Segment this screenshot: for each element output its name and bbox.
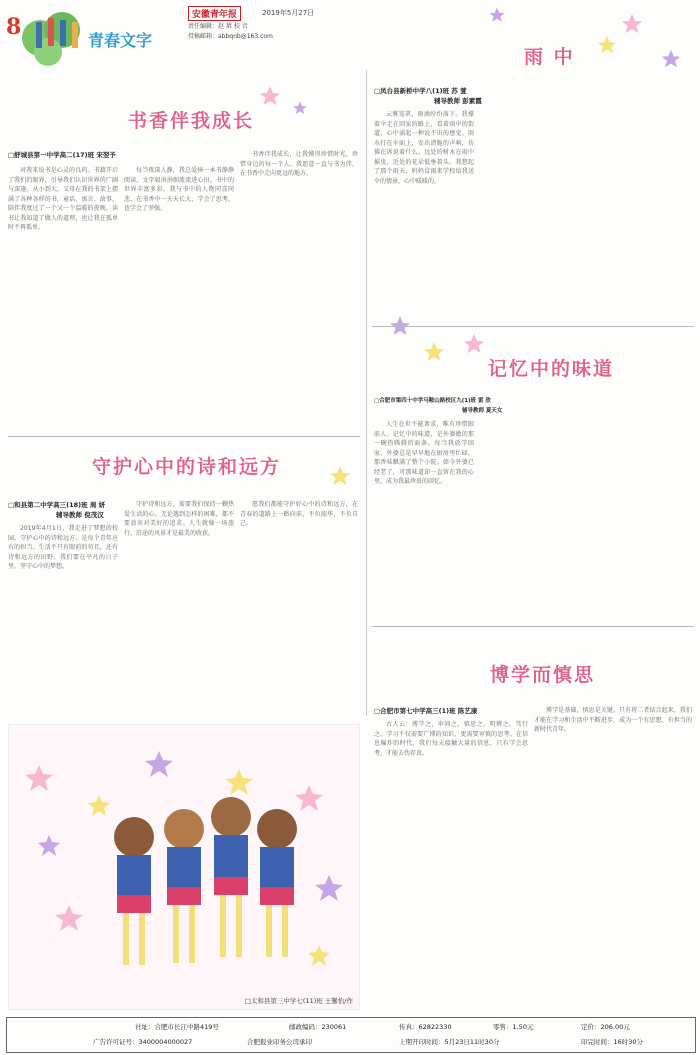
footer-print-end: 印完时间：16时30分 — [581, 1038, 644, 1046]
article-3-column-3 — [586, 396, 692, 620]
star-icon — [620, 12, 644, 36]
article-4-title: 守护心中的诗和远方 — [92, 456, 282, 478]
article-2-text: 云雾笼罩，雨滴纷纷落下。我撑着伞走在回家的路上，看着雨中的街道，心中涌起一种说不出的感觉。雨水打在伞面上，发出清脆的声响，仿佛在诉说着什么。远处的树木在雨中摇曳，近处的花朵低垂着头。我想起了那个雨天，妈妈冒雨来学校给我送伞的情景，心中暖暖的。 — [374, 111, 474, 185]
star-icon — [258, 84, 282, 108]
star-icon — [422, 340, 446, 364]
divider — [8, 436, 360, 437]
footer-fax: 传真：62822330 — [399, 1023, 452, 1031]
article-5-column-1 — [374, 720, 528, 1010]
article-5-title: 博学而慎思 — [490, 664, 596, 686]
column-divider — [366, 70, 367, 716]
article-4-text: 2019年4月1日，我走进了梦想的校园。守护心中的诗和远方，是每个青年应有的担当。生活不只有眼前的苟且，还有诗和远方的田野。我们要在平凡的日子里，坚守心中的梦想。 — [8, 525, 118, 570]
article-5-text: 博学是基础，慎思是关键。只有将二者结合起来，我们才能在学习和生活中不断进步，成为一个有思想、有担当的新时代青年。 — [534, 707, 692, 733]
section-name: 青春文字 — [88, 31, 153, 50]
star-icon — [328, 464, 352, 488]
article-4-text: 愿我们都能守护好心中的诗和远方，在青春的道路上一路向前，不负韶华，不负自己。 — [240, 501, 358, 527]
footer-info-bar — [6, 1017, 696, 1053]
article-1-text: 对我来说书是心灵的良药。书籍开启了我们的眼界，引导我们认识世界的广阔与深邃。从小到大，父母在我的书架上摆满了各种各样的书，童话、寓言、故事，陪伴我度过了一个又一个温暖的夜晚。读书让我知道了做人的道理，也让我在孤单时不再孤单。 — [8, 167, 118, 231]
issue-date: 2019年5月27日 — [262, 9, 315, 17]
star-icon — [462, 332, 486, 356]
article-3-text: 人生在世不能奢求，唯有珍惜眼前人。记忆中的味道，是外婆做的那一碗热腾腾的面条。每当我放学回家，外婆总是早早地在厨房里忙碌，那香味飘满了整个小院。如今外婆已经老了，可那味道却一直留在我的心里，成为我最珍贵的回忆。 — [374, 421, 474, 485]
article-3-column-2 — [480, 420, 580, 620]
article-1-column-3 — [240, 150, 358, 428]
masthead-meta — [188, 22, 273, 42]
article-5-text: 古人云：博学之，审问之，慎思之，明辨之，笃行之。学习不仅需要广博的知识，更需要审慎的思考。在信息爆炸的时代，我们每天接触大量的信息，只有学会思考，才能去伪存真。 — [374, 721, 528, 757]
footer-list-price: 定价：206.00元 — [581, 1023, 630, 1031]
footer-address: 社址：合肥市长江中路419号 — [135, 1023, 219, 1031]
divider — [372, 626, 694, 627]
article-5-byline: □合肥市第七中学高三(1)班 陈艺康 — [374, 707, 478, 715]
article-2-column-1 — [374, 110, 474, 320]
article-1-byline: □舒城县第一中学高二(17)班 宋翌予 — [8, 151, 116, 159]
article-3-column-1 — [374, 420, 474, 620]
article-3-advisor: 辅导教师 夏天女 — [462, 408, 503, 414]
star-icon — [488, 6, 506, 24]
article-4-byline: □和县第二中学高三(18)班 周 妍 — [8, 501, 106, 509]
article-1-text: 书香伴我成长，让我懂得珍惜时光，珍惜身边的每一个人。我愿意一直与书为伴，在书香中走向更远的地方。 — [240, 151, 358, 177]
article-4-advisor: 辅导教师 倪茂汉 — [56, 511, 104, 519]
article-4-column-2 — [124, 500, 234, 714]
page-number: 8 — [6, 14, 22, 40]
article-1-title: 书香伴我成长 — [128, 110, 255, 132]
artwork-caption: □太和县第三中学七(11)班 王馨怡/作 — [244, 997, 353, 1005]
article-3-byline: □合肥市第四十中学马鞍山路校区九(1)班 雷 欣 — [374, 398, 491, 404]
article-5-column-2 — [534, 706, 692, 1010]
article-4-column-3 — [240, 500, 358, 714]
footer-retail-price: 零售：1.50元 — [493, 1023, 534, 1031]
email-line: 投稿邮箱：abbqnb@163.com — [188, 33, 273, 40]
footer-print-start: 上期开印时间：5月23日11时30分 — [399, 1038, 500, 1046]
footer-postcode: 邮政编码：230061 — [289, 1023, 347, 1031]
article-1-column-2 — [124, 166, 234, 428]
article-4-column-1 — [8, 524, 118, 714]
footer-printer: 合肥报业印务公司承印 — [247, 1038, 312, 1046]
editor-line: 责任编辑：赵 珺 校 音 — [188, 23, 248, 30]
article-2-column-3 — [586, 86, 692, 320]
article-2-advisor: 辅导教师 彭素霞 — [434, 97, 482, 105]
footer-ad-license: 广告许可证号：3400004000027 — [93, 1038, 193, 1046]
article-2-title: 雨 中 — [524, 46, 575, 68]
student-artwork — [8, 724, 360, 1010]
article-1-text: 每当夜深人静，我总爱捧一本书静静阅读，文字如涓涓细流流进心田。书中的世界丰富多彩，我与书中的人物同喜同悲，在书香中一天天长大，学会了思考，也学会了坚强。 — [124, 167, 234, 212]
masthead — [0, 0, 700, 70]
article-3-title: 记忆中的味道 — [488, 358, 615, 380]
article-4-text: 守护诗和远方，需要我们保持一颗热爱生活的心。无论遇到怎样的困难，都不要放弃对美好的追求。人生就像一场旅行，沿途的风景才是最美的收获。 — [124, 501, 234, 537]
four-girls-illustration-icon — [9, 725, 359, 1009]
star-icon — [660, 48, 682, 70]
article-2-column-2 — [480, 110, 580, 320]
divider — [372, 326, 694, 327]
star-icon — [292, 100, 308, 116]
article-2-byline: □凤台县新桥中学八(1)班 苏 萱 — [374, 87, 467, 95]
paper-name: 安徽青年报 — [188, 6, 241, 21]
star-icon — [596, 34, 618, 56]
article-1-column-1 — [8, 166, 118, 428]
